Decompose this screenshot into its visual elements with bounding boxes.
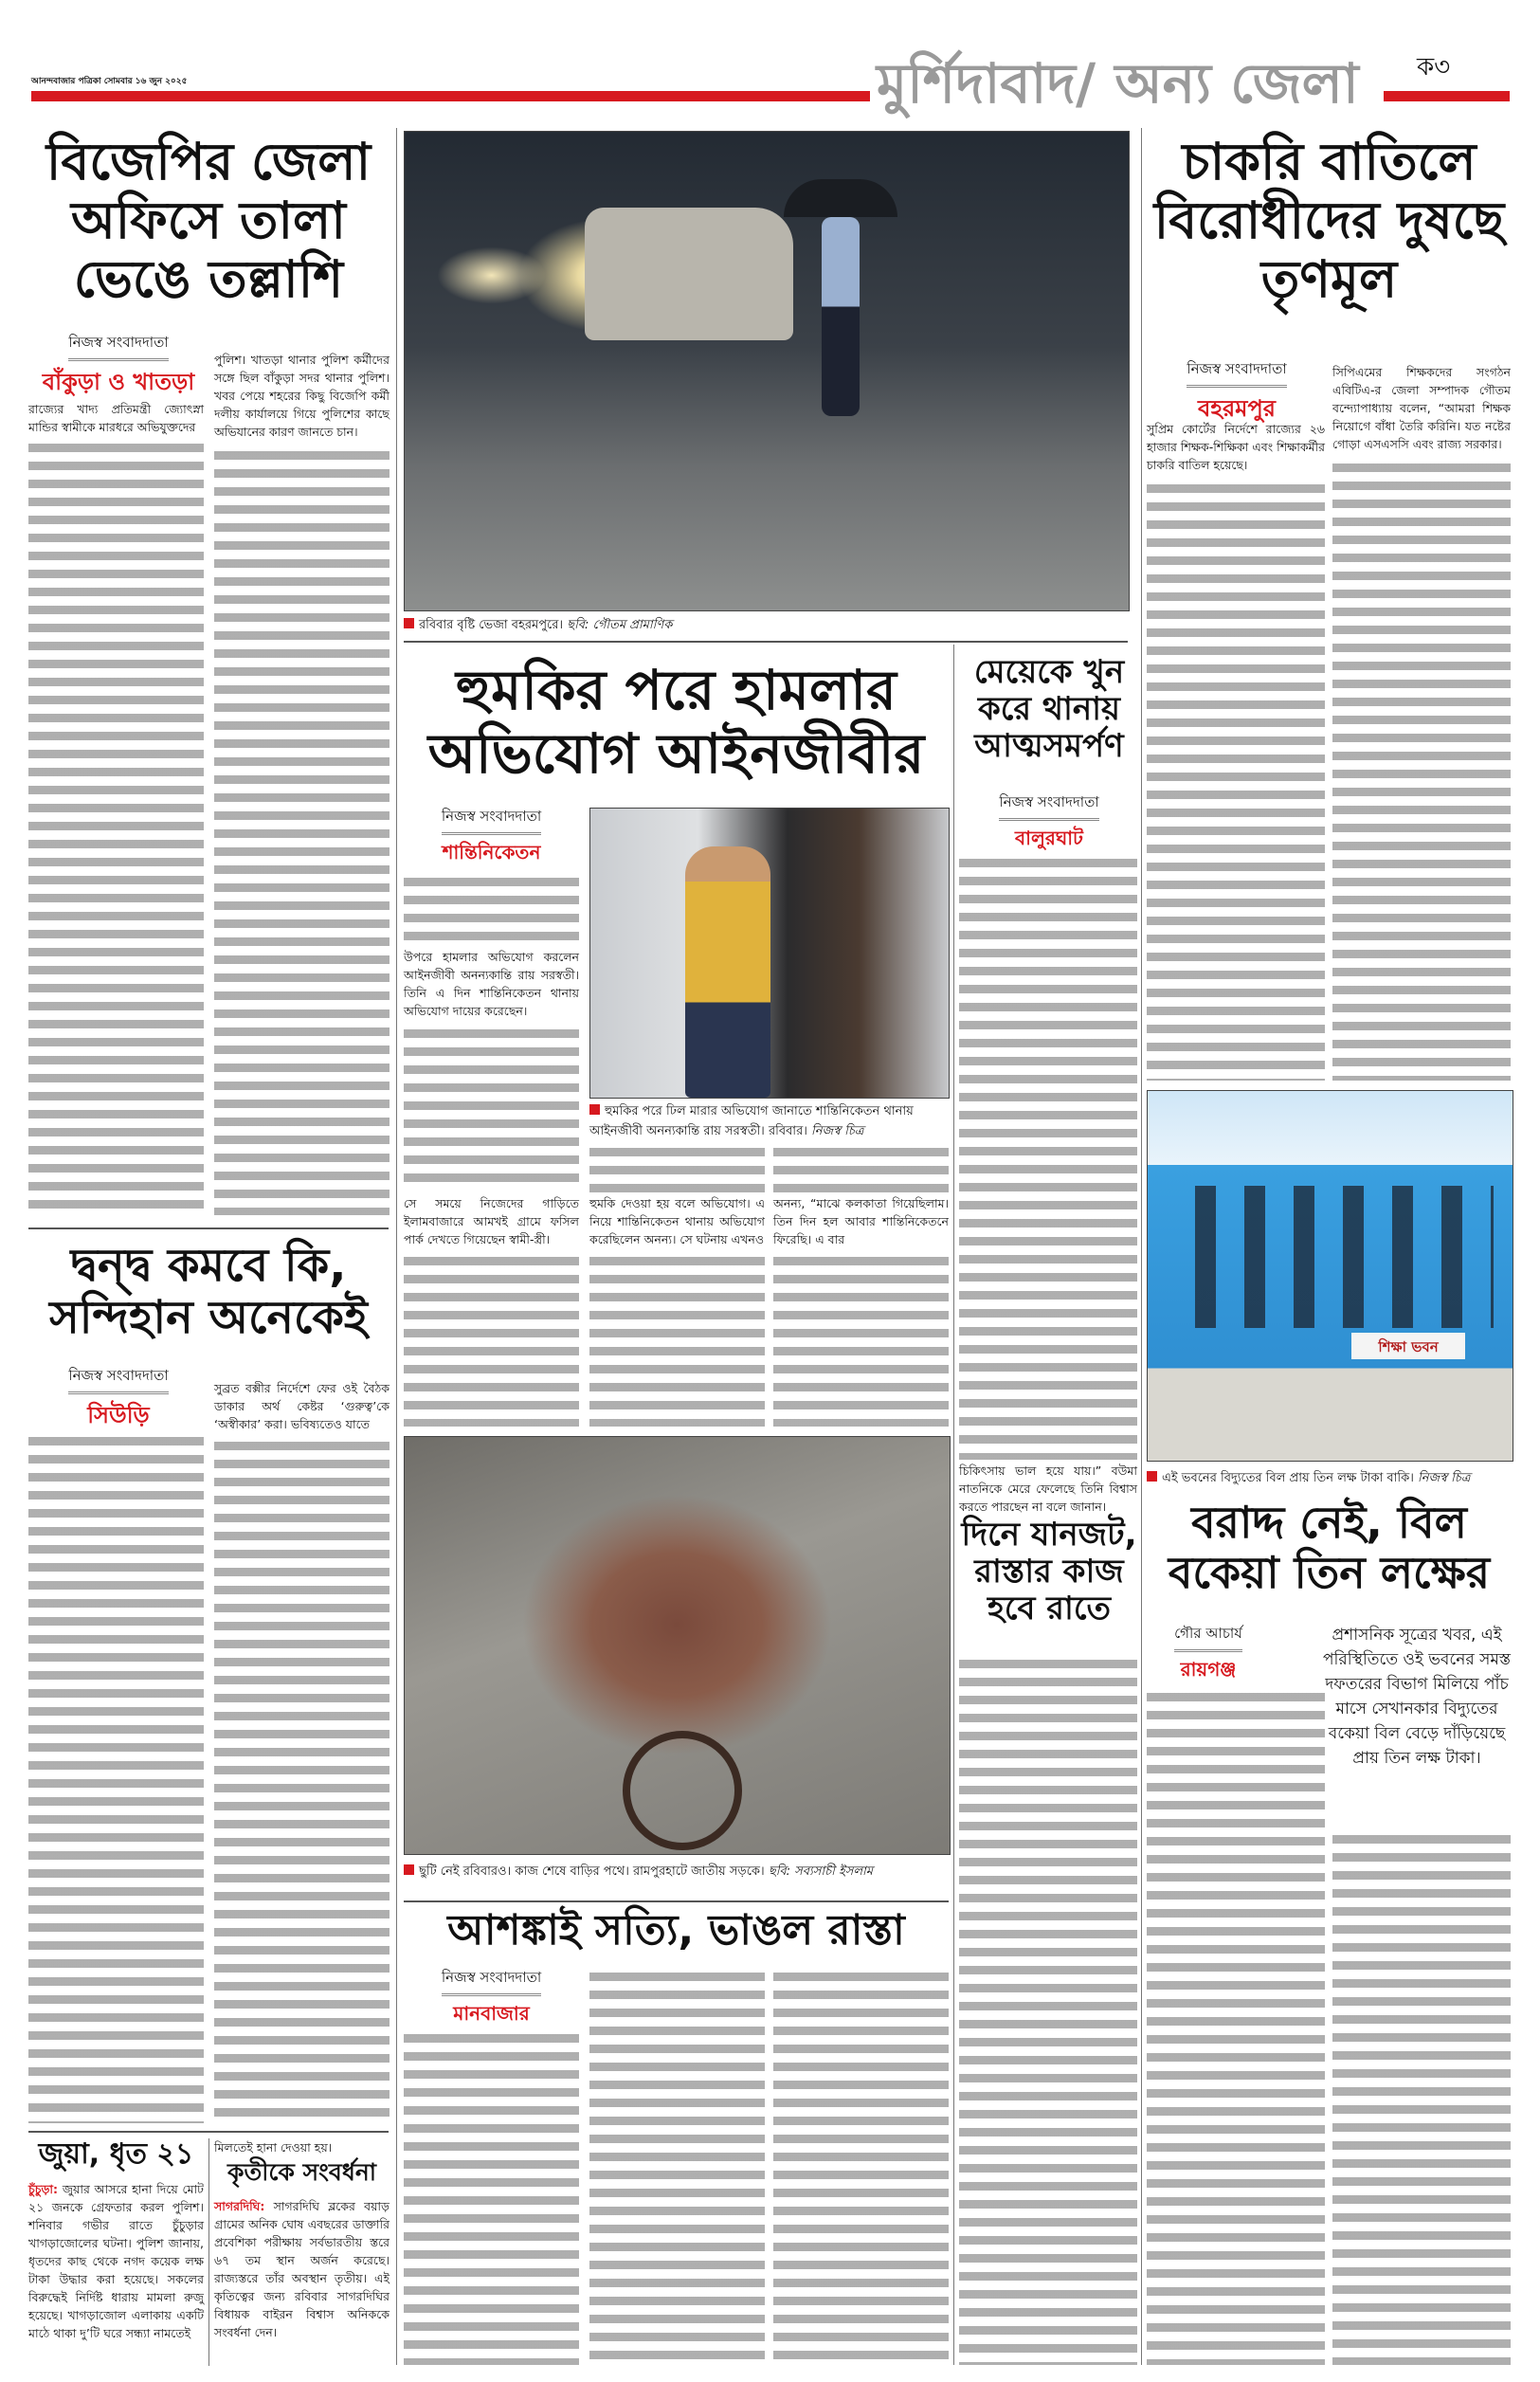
header-rule-left xyxy=(31,91,870,101)
column-rule xyxy=(953,645,954,2365)
caption-marker-icon xyxy=(589,1104,600,1115)
sparring-headline: দ্বন্দ্ব কমবে কি, সন্দিহান অনেকেই xyxy=(49,1239,368,1345)
lawyer-photo xyxy=(589,808,950,1099)
photo-credit: ছবি: সব্যসাচী ইসলাম xyxy=(768,1864,873,1879)
divider xyxy=(404,1900,949,1902)
murder-byline: নিজস্ব সংবাদদাতা xyxy=(999,791,1098,821)
column-rule xyxy=(208,2138,209,2366)
murder-body xyxy=(959,853,1137,1460)
building-sign-text: শিক্ষা ভবন xyxy=(1378,1338,1439,1355)
bjp-byline-block xyxy=(28,332,208,403)
bill-pull-quote: প্রশাসনিক সূত্রের খবর, এই পরিস্থিতিতে ওই ভবনের সমস্ত দফতরের বিভাগ মিলিয়ে পাঁচ মাসে সেখানকার বিদ্যুতের বকেয়া বিল বেড়ে দাঁড়িয়েছে প্রায় তিন লক্ষ টাকা। xyxy=(1323,1626,1511,1768)
felicitation-body-block xyxy=(214,2197,390,2341)
jobs-headline: চাকরি বাতিলে বিরোধীদের দুষছে তৃণমূল xyxy=(1153,132,1505,310)
rain-photo-car xyxy=(585,208,793,340)
road-headline: আশঙ্কাই সত্যি, ভাঙল রাস্তা xyxy=(447,1906,905,1955)
bjp-body-col2-cont xyxy=(214,445,390,1215)
rain-photo xyxy=(404,131,1130,611)
bjp-headline: বিজেপির জেলা অফিসে তালা ভেঙে তল্লাশি xyxy=(45,132,371,310)
lawyer-body-col1: উপরে হামলার অভিযোগ করলেন আইনজীবী অনন্যকান্তি রায় সরস্বতী। তিনি এ দিন শান্তিনিকেতন থানায় অভিযোগ দায়ের করেছেন। xyxy=(404,950,579,1018)
lawyer-body-col4-top xyxy=(773,1142,949,1194)
gambling-headline: জুয়া, ধৃত ২১ xyxy=(38,2137,194,2171)
bill-byline-block xyxy=(1147,1623,1270,1687)
paper-date: আনন্দবাজার পত্রিকা সোমবার ১৬ জুন ২০২৫ xyxy=(31,77,188,86)
gambling-body: জুয়ার আসরে হানা দিয়ে মোট ২১ জনকে গ্রেফতার করল পুলিশ। শনিবার গভীর রাতে চুঁচুড়ার খাগড়াজোলের ঘটনা। পুলিশ জানায়, ধৃতদের কাছ থেকে নগদ কয়েক লক্ষ টাকা উদ্ধার করা হয়েছে। সকলের বিরুদ্ধেই নির্দিষ্ট ধারায় মামলা রুজু হয়েছে। খাগড়াজোল এলাকায় একটি মাঠে থাকা দু’টি ঘরে সন্ধ্যা নামতেই xyxy=(28,2182,204,2340)
sparring-body-col2: সুব্রত বক্সীর নির্দেশে ফের ওই বৈঠক ডাকার অর্থ কেষ্টর ‘গুরুত্ব’কে ‘অস্বীকার’ করা। ভবিষ্যতেও যাতে xyxy=(214,1381,390,1431)
caption-marker-icon xyxy=(404,618,414,628)
sparring-body-col1 xyxy=(28,1431,204,2123)
lawyer-photo-person xyxy=(685,846,770,1098)
murder-dateline: বালুরঘাট xyxy=(1015,827,1083,849)
murder-body-end: চিকিৎসায় ভাল হয়ে যায়।” বউমা নাতনিকে মেরে ফেলেছে তিনি বিশ্বাস করতে পারছেন না বলে জানান। xyxy=(959,1464,1137,1514)
felicitation-dateline: সাগরদিঘি: xyxy=(214,2199,265,2213)
jobs-byline-block xyxy=(1147,358,1327,429)
building-photo xyxy=(1147,1090,1513,1462)
divider xyxy=(404,641,1128,643)
crowd-photo xyxy=(404,1436,951,1855)
felicitation-body: সাগরদিঘি ব্লকের বয়াড় গ্রামের অনিক ঘোষ এবছরের ডাক্তারি প্রবেশিকা পরীক্ষায় সর্বভারতীয় স্তরে ৬৭ তম স্থান অর্জন করেছে। রাজ্যস্তরে তাঁর অবস্থান তৃতীয়। এই কৃতিত্বের জন্য রবিবার সাগরদিঘির বিধায়ক বাইরন বিশ্বাস অনিককে সংবর্ধনা দেন। xyxy=(214,2199,390,2339)
lawyer-headline: হুমকির পরে হামলার অভিযোগ আইনজীবীর xyxy=(427,658,925,786)
caption-marker-icon xyxy=(1147,1471,1157,1482)
jobs-byline: নিজস্ব সংবাদদাতা xyxy=(1187,358,1286,388)
murder-headline: মেয়েকে খুন করে থানায় আত্মসমর্পণ xyxy=(973,653,1125,766)
column-rule xyxy=(396,128,397,2365)
gambling-continued: মিলতেই হানা দেওয়া হয়। xyxy=(214,2140,333,2155)
traffic-headline: দিনে যানজট, রাস্তার কাজ হবে রাতে xyxy=(961,1516,1137,1628)
rain-photo-umbrella xyxy=(784,179,897,217)
building-photo-caption xyxy=(1147,1469,1470,1489)
road-body-col3 xyxy=(773,1967,949,2365)
sparring-body-col2-cont xyxy=(214,1436,390,2123)
road-byline: নিজস্ব সংবাদদাতা xyxy=(442,1967,541,1996)
lawyer-photo-caption xyxy=(589,1102,950,1142)
lawyer-byline: নিজস্ব সংবাদদাতা xyxy=(442,806,541,835)
bill-dateline: রায়গঞ্জ xyxy=(1180,1658,1237,1681)
gambling-dateline: চুঁচুড়া: xyxy=(28,2182,59,2196)
traffic-body xyxy=(959,1654,1137,2365)
lawyer-byline-block xyxy=(404,806,579,870)
murder-byline-block xyxy=(959,791,1139,856)
jobs-body-col2: সিপিএমের শিক্ষকদের সংগঠন এবিটিএ-র জেলা সম্পাদক গৌতম বন্দ্যোপাধ্যায় বলেন, “আমরা শিক্ষক নিয়োগে বাঁধা তৈরি করিনি। যত নষ্টের গোড়া এসএসসি এবং রাজ্য সরকার। xyxy=(1332,365,1511,451)
bjp-byline: নিজস্ব সংবাদদাতা xyxy=(68,332,168,361)
rain-photo-person xyxy=(822,217,860,416)
sparring-dateline: সিউড়ি xyxy=(87,1402,150,1428)
bill-headline: বরাদ্দ নেই, বিল বকেয়া তিন লক্ষের xyxy=(1168,1497,1491,1598)
lawyer-body-col2: সে সময়ে নিজেদের গাড়িতে ইলামবাজারে আমখই গ্রামে ফসিল পার্ক দেখতে গিয়েছেন স্বামী-স্ত্রী। xyxy=(404,1196,579,1246)
lawyer-body-col3-cont xyxy=(589,1251,765,1427)
felicitation-headline: কৃতীকে সংবর্ধনা xyxy=(226,2158,376,2186)
jobs-dateline: বহরমপুর xyxy=(1198,395,1276,422)
section-title: মুর্শিদাবাদ/ অন্য জেলা xyxy=(877,51,1359,116)
road-dateline: মানবাজার xyxy=(453,2002,530,2025)
lawyer-body-col2-cont xyxy=(404,1251,579,1427)
sparring-byline: নিজস্ব সংবাদদাতা xyxy=(68,1365,168,1394)
bjp-body-col2: পুলিশ। খাতড়া থানার পুলিশ কর্মীদের সঙ্গে ছিল বাঁকুড়া সদর থানার পুলিশ। খবর পেয়ে শহরের কিছু বিজেপি কর্মী দলীয় কার্যালয়ে গিয়ে পুলিশের কাছে অভিযানের কারণ জানতে চান। xyxy=(214,353,390,439)
photo-credit: নিজস্ব চিত্র xyxy=(811,1124,864,1138)
caption-text: এই ভবনের বিদ্যুতের বিল প্রায় তিন লক্ষ টাকা বাকি। xyxy=(1162,1471,1414,1485)
lawyer-body-col4: অনন্য, “মাঝে কলকাতা গিয়েছিলাম। তিন দিন হল আবার শান্তিনিকেতনে ফিরেছি। এ বার xyxy=(773,1196,949,1246)
page-number: ক৩ xyxy=(1417,53,1451,82)
building-windows xyxy=(1167,1186,1494,1328)
lawyer-body-col1-top xyxy=(404,872,579,948)
caption-marker-icon xyxy=(404,1864,414,1875)
jobs-body-col1-cont xyxy=(1147,479,1325,1081)
gambling-body-block xyxy=(28,2180,204,2342)
lawyer-body-col1-cont xyxy=(404,1024,579,1190)
bjp-dateline: বাঁকুড়া ও খাতড়া xyxy=(42,369,195,395)
bill-body-col1 xyxy=(1147,1687,1325,2365)
lawyer-body-col3: হুমকি দেওয়া হয় বলে অভিযোগ। এ নিয়ে শান্তিনিকেতন থানায় অভিযোগ করেছিলেন অনন্য। সে ঘটনায় এখনও xyxy=(589,1196,765,1246)
divider xyxy=(28,2131,389,2133)
jobs-body-col2-cont xyxy=(1332,458,1511,1081)
crowd-photo-caption xyxy=(404,1863,873,1882)
bjp-body-col1: রাজ্যের খাদ্য প্রতিমন্ত্রী জ্যোৎস্না মান্ডির স্বামীকে মারধরে অভিযুক্তদের xyxy=(28,402,204,434)
divider xyxy=(28,1227,389,1229)
lawyer-body-col2-top xyxy=(589,1142,765,1194)
rain-photo-caption xyxy=(404,616,672,636)
bill-body-col2 xyxy=(1332,1829,1511,2365)
sparring-byline-block xyxy=(28,1365,208,1436)
column-rule xyxy=(1141,128,1142,2365)
road-byline-block xyxy=(404,1967,579,2031)
photo-credit: ছবি: গৌতম প্রামাণিক xyxy=(567,618,673,632)
bjp-body-col1-cont xyxy=(28,438,204,1215)
crowd-photo-cart xyxy=(623,1731,742,1850)
caption-text: রবিবার বৃষ্টি ভেজা বহরমপুরে। xyxy=(419,618,564,632)
lawyer-dateline: শান্তিনিকেতন xyxy=(442,841,541,864)
photo-credit: নিজস্ব চিত্র xyxy=(1418,1471,1471,1485)
road-body-col1 xyxy=(404,2028,579,2365)
caption-text: ছুটি নেই রবিবারও। কাজ শেষে বাড়ির পথে। রামপুরহাটে জাতীয় সড়কে। xyxy=(419,1864,765,1879)
caption-text: হুমকির পরে ঢিল মারার অভিযোগ জানাতে শান্তিনিকেতন থানায় আইনজীবী অনন্যকান্তি রায় সরস্বতী। রবিবার। xyxy=(589,1104,914,1138)
header-rule-right xyxy=(1384,91,1510,101)
bill-byline: গৌর আচার্য xyxy=(1174,1623,1242,1652)
lawyer-body-col4-cont xyxy=(773,1251,949,1427)
road-body-col2 xyxy=(589,1967,765,2365)
jobs-body-col1: সুপ্রিম কোর্টের নির্দেশে রাজ্যের ২৬ হাজার শিক্ষক-শিক্ষিকা এবং শিক্ষাকর্মীর চাকরি বাতিল হয়েছে। xyxy=(1147,422,1325,472)
